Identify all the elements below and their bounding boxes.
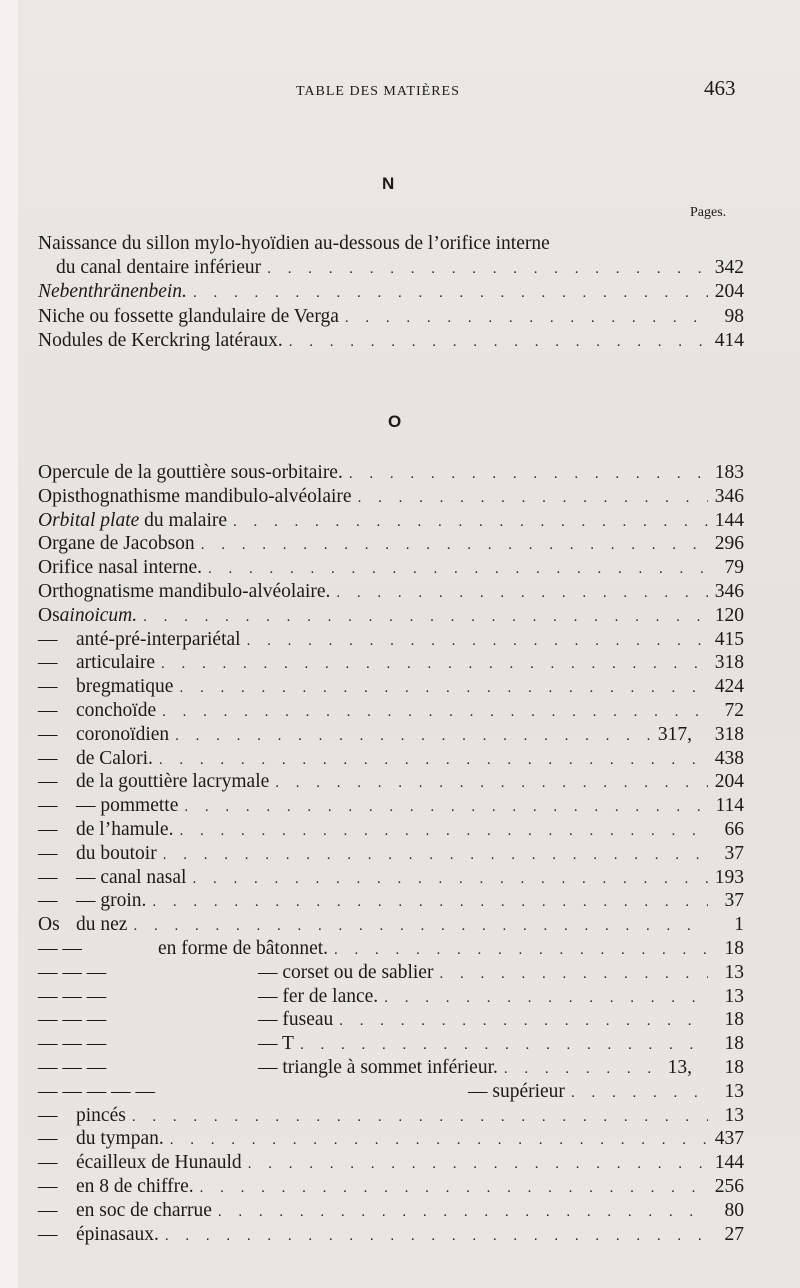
entry-label: bregmatique [76, 676, 174, 698]
dot-leader [192, 867, 708, 891]
entry-text [38, 628, 241, 652]
entry-text [38, 985, 378, 1009]
entry-text [38, 1175, 194, 1199]
index-entry [38, 280, 744, 304]
index-entry [38, 509, 744, 533]
entry-prefix: Os [38, 914, 60, 936]
entry-text [38, 842, 157, 866]
dot-leader [159, 748, 708, 772]
entry-text [38, 1127, 164, 1151]
index-entry [38, 1104, 744, 1128]
entry-text [38, 580, 330, 604]
dot-leader [349, 462, 708, 486]
entry-label: du boutoir [76, 842, 157, 864]
entry-page: 80 [724, 1199, 744, 1221]
entry-label: — canal nasal [76, 866, 187, 888]
entry-label: — triangle à sommet inférieur. [258, 1057, 498, 1078]
index-entry [38, 842, 744, 866]
entry-label: Orthognatisme mandibulo-alvéolaire. [38, 581, 331, 602]
entry-italic-text: Orbital plate [38, 509, 140, 531]
index-entry [38, 937, 744, 961]
entry-text [38, 1199, 212, 1223]
dot-leader [165, 1224, 708, 1248]
index-entry [38, 305, 744, 329]
entry-text [38, 1080, 565, 1104]
index-entry [38, 556, 744, 580]
entry-page: 79 [724, 557, 744, 579]
entry-page: 183 [714, 462, 744, 483]
index-entry [38, 532, 744, 556]
entry-prefix: — [38, 771, 58, 793]
entry-text: du canal dentaire inférieur [56, 257, 262, 278]
entry-page: 1 [734, 914, 744, 936]
section-letter-o: O [388, 412, 402, 431]
dot-leader [208, 557, 708, 581]
index-entry [38, 770, 744, 794]
dot-leader [289, 330, 708, 354]
dot-leader [247, 629, 708, 653]
dot-leader [571, 1081, 708, 1105]
entry-page: 414 [714, 330, 744, 351]
entry-prefix: — [38, 795, 58, 817]
entry-page: 18 [724, 1057, 744, 1078]
dot-leader [179, 676, 708, 700]
entry-label: du tympan. [76, 1128, 164, 1150]
index-entry [38, 1199, 744, 1223]
index-entry [38, 1032, 744, 1056]
index-entry [38, 329, 744, 353]
entry-prefix: — [38, 890, 58, 912]
entry-text [38, 818, 173, 842]
entry-prefix: — [38, 723, 58, 745]
entry-page: 66 [724, 819, 744, 840]
dot-leader [152, 890, 708, 914]
entry-label: anté-pré-interpariétal [76, 628, 241, 650]
entry-label: épinasaux. [76, 1223, 159, 1245]
entry-label: Opisthognathisme mandibulo-alvéolaire [38, 485, 352, 507]
page-edge [0, 0, 18, 1288]
entry-page: 114 [715, 795, 744, 817]
section-letter-n: N [382, 174, 395, 193]
entry-label: Opercule de la gouttière sous-orbitaire. [38, 462, 343, 483]
entry-page: 144 [714, 509, 744, 531]
entry-text [38, 913, 127, 937]
entry-label: coronoïdien [76, 723, 170, 745]
entry-prefix: — [38, 819, 58, 840]
dot-leader [345, 306, 708, 330]
entry-text [38, 1104, 126, 1128]
entry-label: articulaire [76, 652, 156, 674]
entry-page: 342 [714, 257, 744, 278]
entry-page: 346 [714, 581, 744, 602]
entry-text: Naissance du sillon mylo-hyoïdien au-dessous de l’orifice interne [38, 233, 550, 254]
index-entry [38, 580, 744, 604]
dot-leader [384, 986, 708, 1010]
index-entry [38, 985, 744, 1009]
entry-text: Nebenthränenbein. [38, 281, 187, 302]
index-entry [38, 628, 744, 652]
entry-text [38, 770, 269, 794]
entry-label: de l’hamule. [76, 819, 174, 840]
entry-page: 424 [714, 676, 744, 698]
index-entry [38, 604, 744, 628]
entry-page: 318 [714, 723, 744, 745]
entry-page: 318 [714, 652, 744, 674]
entry-label: Orifice nasal interne. [38, 557, 203, 579]
index-entry [38, 794, 744, 818]
entry-text [38, 1151, 242, 1175]
index-entry [38, 1008, 744, 1032]
index-entry [38, 818, 744, 842]
entry-prefix: — [38, 628, 58, 650]
entry-page: 13 [724, 961, 744, 983]
entry-text [38, 937, 328, 961]
entry-label: pincés [76, 1104, 126, 1126]
entry-page: 204 [714, 771, 744, 793]
entry-text [38, 961, 433, 985]
dot-leader [179, 819, 708, 843]
entry-text [38, 1056, 498, 1080]
entry-label: en 8 de chiffre. [76, 1176, 194, 1197]
entry-prefix: — [38, 676, 58, 698]
pages-column-label: Pages. [690, 205, 727, 220]
entry-text [38, 532, 195, 556]
entry-label: Organe de Jacobson [38, 533, 195, 555]
entry-text [38, 1008, 333, 1032]
dot-leader [248, 1152, 708, 1176]
entry-prefix: — [38, 747, 58, 769]
index-entry [38, 1223, 744, 1247]
entry-label: en soc de charrue [76, 1199, 212, 1221]
dot-leader [218, 1200, 708, 1224]
dot-leader [275, 771, 708, 795]
entry-page: 13 [724, 1104, 744, 1126]
entry-page: 98 [724, 306, 744, 327]
index-entry [38, 889, 744, 913]
entry-label: de Calori. [76, 747, 153, 769]
entry-prefix: — [38, 1176, 58, 1197]
entry-label: — fer de lance. [258, 985, 379, 1007]
entry-page: 437 [714, 1128, 744, 1150]
entry-page-extra: 317, [657, 723, 692, 745]
entry-label: — groin. [76, 890, 147, 912]
dot-leader [300, 1033, 708, 1057]
index-entry [38, 723, 744, 747]
index-entry [38, 675, 744, 699]
dot-leader [233, 510, 708, 534]
dot-leader [162, 700, 708, 724]
dot-leader [358, 486, 708, 510]
index-entry [38, 1175, 744, 1199]
entry-page: 438 [714, 747, 744, 769]
entry-prefix: — [38, 652, 58, 674]
index-entry [38, 651, 744, 675]
entry-page: 13 [724, 1080, 744, 1102]
running-title: TABLE DES MATIÈRES [296, 84, 460, 99]
entry-page-extra: 13, [667, 1057, 692, 1078]
entry-prefix: — [38, 866, 58, 888]
entry-page: 13 [724, 985, 744, 1007]
entry-label: du malaire [139, 509, 228, 531]
dot-leader [133, 914, 708, 938]
entry-text [38, 461, 343, 485]
entry-prefix: — — [38, 938, 82, 959]
index-entry [38, 461, 744, 485]
entry-prefix: — [38, 1152, 58, 1174]
entry-text [38, 747, 153, 771]
entry-page: 256 [714, 1176, 744, 1197]
entry-text [38, 556, 202, 580]
entry-label: de la gouttière lacrymale [76, 771, 270, 793]
dot-leader [170, 1128, 708, 1152]
entry-text [38, 675, 173, 699]
entry-page: 37 [724, 842, 744, 864]
dot-leader [143, 605, 708, 629]
dot-leader [336, 581, 708, 605]
dot-leader [184, 795, 708, 819]
index-entry [38, 747, 744, 771]
entry-prefix: — — — — — [38, 1080, 155, 1102]
index-entry [38, 232, 744, 256]
dot-leader [334, 938, 708, 962]
entry-page: 18 [724, 938, 744, 959]
entry-page: 346 [714, 485, 744, 507]
entry-label: — fuseau [258, 1009, 334, 1031]
entry-text [38, 1223, 159, 1247]
entry-italic-text: ainoicum. [59, 604, 138, 626]
entry-prefix: — [38, 1104, 58, 1126]
entry-page: 415 [714, 628, 744, 650]
entry-text [38, 699, 156, 723]
dot-leader [439, 962, 708, 986]
dot-leader [163, 843, 708, 867]
entry-prefix: — — — [38, 1009, 107, 1031]
index-entry [56, 256, 744, 280]
index-entry [38, 866, 744, 890]
entry-prefix: — — — [38, 1033, 107, 1055]
dot-leader [504, 1057, 656, 1081]
entry-prefix: — — — [38, 1057, 107, 1078]
entry-text [38, 485, 352, 509]
index-entry [38, 1056, 744, 1080]
entry-text [38, 889, 146, 913]
dot-leader [132, 1105, 708, 1129]
dot-leader [339, 1009, 708, 1033]
index-entry [38, 699, 744, 723]
entry-prefix: — [38, 842, 58, 864]
dot-leader [201, 533, 708, 557]
entry-prefix: — [38, 1199, 58, 1221]
entry-prefix: Os [38, 604, 60, 626]
index-entry [38, 913, 744, 937]
entry-label: — T [258, 1033, 294, 1055]
index-entry [38, 1127, 744, 1151]
index-entry [38, 485, 744, 509]
index-entry [38, 1151, 744, 1175]
dot-leader [175, 724, 652, 748]
entry-text: Nodules de Kerckring latéraux. [38, 330, 283, 351]
entry-page: 296 [714, 533, 744, 555]
entry-text [38, 509, 227, 533]
entry-label: — pommette [76, 795, 179, 817]
entry-label: — corset ou de sablier [258, 961, 434, 983]
entry-page: 144 [714, 1152, 744, 1174]
entry-prefix: — [38, 700, 58, 721]
dot-leader [200, 1176, 708, 1200]
entry-label: en forme de bâtonnet. [158, 938, 329, 959]
entry-page: 37 [724, 890, 744, 912]
entry-page: 18 [724, 1033, 744, 1055]
dot-leader [267, 257, 708, 281]
entry-page: 120 [714, 604, 744, 626]
entry-page: 18 [724, 1009, 744, 1031]
entry-text [38, 604, 137, 628]
entry-prefix: — — — [38, 985, 107, 1007]
entry-label: écailleux de Hunauld [76, 1152, 242, 1174]
entry-prefix: — [38, 1128, 58, 1150]
dot-leader [193, 281, 708, 305]
entry-page: 204 [714, 281, 744, 302]
entry-prefix: — [38, 1223, 58, 1245]
entry-page: 72 [724, 700, 744, 721]
entry-page: 27 [724, 1223, 744, 1245]
entry-label: du nez [76, 914, 128, 936]
entry-text [38, 1032, 294, 1056]
index-entry [38, 961, 744, 985]
entry-text [38, 723, 169, 747]
entry-prefix: — — — [38, 961, 107, 983]
entry-label: — supérieur [468, 1080, 565, 1102]
page-number: 463 [704, 76, 736, 100]
index-entry [38, 1080, 744, 1104]
entry-label: conchoïde [76, 700, 157, 721]
dot-leader [161, 652, 708, 676]
entry-text [38, 651, 155, 675]
entry-text [38, 866, 186, 890]
entry-page: 193 [714, 866, 744, 888]
entry-text: Niche ou fossette glandulaire de Verga [38, 306, 339, 327]
entry-text [38, 794, 178, 818]
